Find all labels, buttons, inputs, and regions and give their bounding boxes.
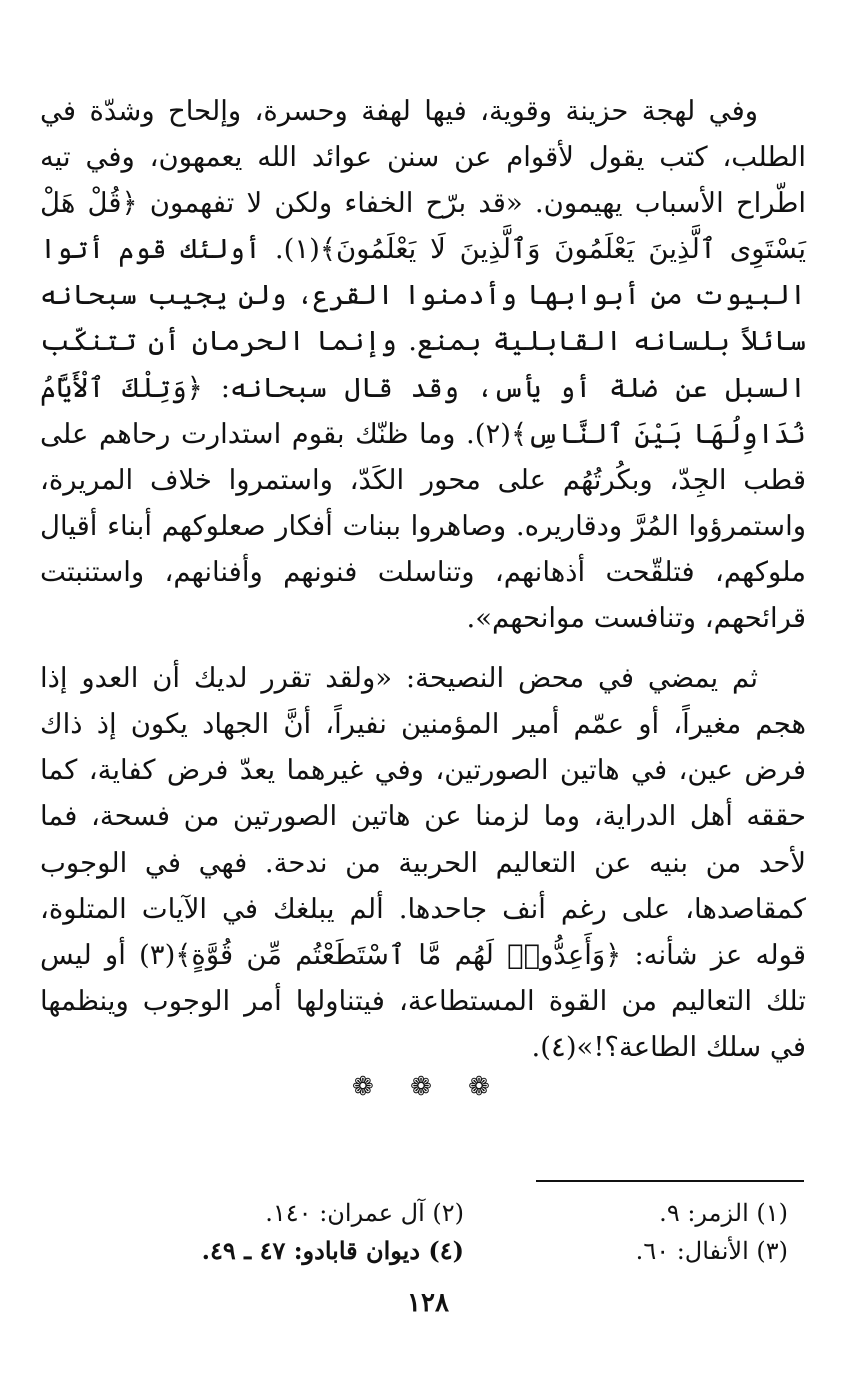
paragraph-2: ثم يمضي في محض النصيحة: «ولقد تقرر لديك أن العدو إذا هجم مغيراً، أو عمّم أمير المؤمنين نفيراً، أنَّ الجهاد يكون إذ ذاك فرض عين، في هاتين الصورتين، وفي غيرهما يعدّ فرض كفاية، كما حققه أهل الدراية، وما لزمنا عن هاتين الصورتين من فسحة، فما لأحد من بنيه عن التعاليم الحربية من ندحة. فهي في الوجوب كمقاصدها، على رغم أنف جاحدها. ألم يبلغك في الآيات المتلوة، قوله عز شأنه: ﴿وَأَعِدُّوا۟ لَهُم مَّا ٱسْتَطَعْتُم مِّن قُوَّةٍ﴾(٣) أو ليس تلك التعاليم من القوة المستطاعة، فيتناولها أمر الوجوب وينظمها في سلك الطاعة؟!»(٤). <box>40 662 806 1063</box>
footnote-divider <box>536 1180 804 1182</box>
footnote-2: (٢) آل عمران: ١٤٠. <box>265 1199 464 1227</box>
paragraph-1: وفي لهجة حزينة وقوية، فيها لهفة وحسرة، وإلحاح وشدّة في الطلب، كتب يقول لأقوام عن سنن عوائد الله يعمهون، وفي تيه اطّراح الأسباب يهيمون. «قد برّح الخفاء ولكن لا تفهمون ﴿قُلْ هَلْ يَسْتَوِى ٱلَّذِينَ يَعْلَمُونَ وَٱلَّذِينَ لَا يَعْلَمُونَ﴾(١). أولئك قوم أتوا البيوت من أبوابها وأدمنوا القرع، ولن يجيب سبحانه سائلاً بلسانه القابلية بمنع. وإنما الحرمان أن تتنكّب السبل عن ضلة أو يأس، وقد قال سبحانه: ﴿وَتِلْكَ ٱلْأَيَّامُ نُدَاوِلُهَا بَيْنَ ٱلنَّاسِ﴾(٢). وما ظنّك بقوم استدارت رحاهم على قطب الجِدّ، وبكُرتُهُم على محور الكَدّ، واستمروا خلاف المريرة، واستمرؤوا المُرَّ ودقاريره. وصاهروا ببنات أفكار صعلوكهم أبناء أقيال ملوكهم، فتلقّحت أذهانهم، وتناسلت فنونهم وأفنانهم، واستنبتت قرائحهم، وتنافست موانحهم». <box>40 95 806 635</box>
footnote-row <box>140 1194 788 1232</box>
page-number: ١٢٨ <box>407 1288 449 1318</box>
footnote-3: (٣) الأنفال: ٦٠. <box>635 1237 788 1265</box>
section-separator: ❁ ❁ ❁ <box>352 1072 504 1102</box>
footnotes <box>140 1194 788 1270</box>
footnote-row <box>140 1232 788 1270</box>
body-text <box>40 88 806 1070</box>
footnote-4: (٤) ديوان قابادو: ٤٧ ـ ٤٩. <box>201 1236 464 1265</box>
footnote-1: (١) الزمر: ٩. <box>659 1199 788 1227</box>
